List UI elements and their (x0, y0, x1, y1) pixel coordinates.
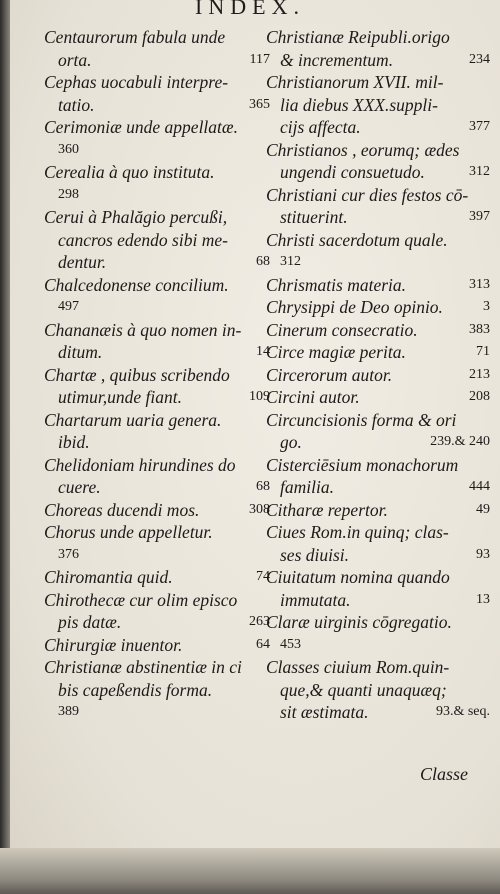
index-page-number: 312 (280, 254, 301, 269)
index-page-number: 93.& seq. (435, 704, 490, 719)
index-page-number: 74 (256, 569, 270, 584)
index-entry-text: Cinerum consecratio. (266, 319, 418, 340)
index-page-number: 117 (249, 51, 270, 67)
index-entry-line (266, 544, 494, 567)
index-entry-text: cancros edendo sibi me- (58, 229, 228, 250)
index-entry-line (44, 386, 274, 409)
index-entry-line (44, 454, 274, 477)
index-entry-line (266, 116, 494, 139)
index-entry-line (44, 71, 274, 94)
index-entry-line (44, 611, 274, 634)
index-entry-text: cijs affecta. (280, 117, 361, 137)
index-page-number: 377 (469, 119, 490, 134)
index-entry-text: Chelidoniam hirundines do (44, 454, 236, 475)
index-entry-text: pis datæ. (58, 612, 122, 632)
index-entry-text: Chartarum uaria genera. (44, 409, 222, 430)
index-entry-text: Christianorum XVII. mil- (266, 72, 444, 92)
index-entry-line (266, 679, 494, 702)
index-entry-text: & incrementum. (280, 49, 394, 70)
index-page-number: 64 (256, 636, 270, 652)
index-entry-text: ditum. (58, 342, 103, 362)
index-page-number: 263 (249, 614, 270, 629)
index-entry-line (266, 274, 494, 297)
index-page-number: 313 (469, 276, 490, 292)
index-page-number: 13 (476, 591, 490, 607)
index-entry-text: Christi sacerdotum quale. (266, 229, 448, 250)
index-entry-text: familia. (280, 477, 334, 497)
index-entry-line (266, 476, 494, 499)
index-page-number: 109 (249, 389, 270, 404)
index-entry-line (44, 679, 274, 702)
index-entry-text: Claræ uirginis cōgregatio. (266, 612, 452, 632)
index-entry-line (266, 634, 494, 657)
index-entry-line (44, 26, 274, 49)
index-entry-text: Chorus unde appelletur. (44, 522, 213, 542)
index-entry-line (44, 431, 274, 454)
index-entry-line (266, 296, 494, 319)
index-entry-line (266, 71, 494, 94)
index-page-number: 68 (256, 479, 270, 494)
index-entry-line (266, 431, 494, 454)
index-page-number: 239.& 240 (430, 434, 490, 449)
index-entry-line (44, 409, 274, 432)
index-page-number: 312 (469, 164, 490, 179)
index-entry-line (266, 341, 494, 364)
index-entry-line (266, 139, 494, 162)
index-page-number: 68 (256, 254, 270, 269)
index-entry-text: immutata. (280, 589, 351, 610)
index-entry-text: ibid. (58, 432, 90, 452)
index-page-number: 213 (469, 366, 490, 382)
index-entry-text: Christiani cur dies festos cō- (266, 184, 469, 205)
index-entry-text: Classes ciuium Rom.quin- (266, 657, 450, 677)
index-entry-line (266, 206, 494, 229)
index-page-number: 397 (469, 209, 490, 224)
index-entry-text: sit æstimata. (280, 702, 369, 722)
index-entry-line (266, 566, 494, 589)
index-entry-text: go. (280, 432, 302, 452)
index-entry-line (266, 409, 494, 432)
index-entry-text: Chirurgiæ inuentor. (44, 634, 183, 655)
index-entry-line (44, 161, 274, 184)
index-entry-line (266, 161, 494, 184)
index-entry-text: Ciuitatum nomina quando (266, 567, 450, 587)
index-entry-text: Christianæ abstinentiæ in ci (44, 657, 242, 677)
index-entry-text: Circerorum autor. (266, 364, 393, 385)
index-entry-text: ses diuisi. (280, 544, 350, 565)
index-entry-line (266, 229, 494, 252)
index-entry-line (266, 701, 494, 724)
index-entry-text: Chirothecæ cur olim episco (44, 589, 238, 610)
index-entry-text: bis capeßendis forma. (58, 679, 213, 700)
index-entry-line (44, 364, 274, 387)
index-entry-line (266, 521, 494, 544)
index-entry-text: stituerint. (280, 207, 348, 227)
index-entry-line (44, 701, 274, 724)
index-entry-line (44, 251, 274, 274)
index-entry-line (266, 184, 494, 207)
index-entry-text: Chiromantia quid. (44, 567, 173, 587)
page-bottom-edge (0, 848, 500, 894)
index-entry-text: Chananæis à quo nomen in- (44, 319, 242, 340)
index-page-number: 376 (58, 546, 79, 562)
index-page-number: 453 (280, 636, 301, 652)
index-entry-line (44, 94, 274, 117)
index-entry-line (266, 454, 494, 477)
index-page-number: 383 (469, 321, 490, 337)
index-entry-text: Citharæ repertor. (266, 499, 388, 520)
index-entry-line (266, 364, 494, 387)
index-page-number: 298 (58, 186, 79, 202)
index-entry-text: dentur. (58, 252, 107, 272)
index-page-number: 208 (469, 389, 490, 404)
index-page-number: 234 (469, 51, 490, 67)
index-entry-text: Cisterciēsium monachorum (266, 454, 459, 475)
index-entry-text: que,& quanti unaquæq; (280, 679, 447, 700)
index-page-number: 389 (58, 704, 79, 719)
index-entry-line (266, 94, 494, 117)
index-entry-line (266, 589, 494, 612)
index-entry-line (44, 476, 274, 499)
index-entry-line (44, 229, 274, 252)
index-page-number: 71 (476, 344, 490, 359)
index-entry-text: Chrismatis materia. (266, 274, 407, 295)
index-entry-text: Circini autor. (266, 387, 360, 407)
index-column-right (266, 26, 494, 724)
index-entry-text: Circuncisionis forma & ori (266, 409, 457, 430)
index-entry-text: Chrysippi de Deo opinio. (266, 297, 443, 317)
index-page-number: 3 (483, 299, 490, 314)
index-page-number: 14 (256, 344, 270, 359)
index-page-number: 308 (249, 501, 270, 517)
index-entry-line (44, 319, 274, 342)
index-entry-line (44, 116, 274, 139)
index-entry-line (44, 589, 274, 612)
index-entry-line (266, 319, 494, 342)
index-column-left (44, 26, 274, 724)
index-entry-text: lia diebus XXX.suppli- (280, 94, 438, 115)
index-entry-text: Christianos , eorumq; ædes (266, 139, 460, 160)
index-page-number: 93 (476, 546, 490, 562)
index-entry-text: Cerimoniæ unde appellatæ. (44, 117, 238, 137)
index-entry-text: tatio. (58, 94, 95, 115)
index-entry-line (266, 656, 494, 679)
index-page-number: 49 (476, 501, 490, 517)
index-entry-line (266, 386, 494, 409)
index-entry-line (266, 251, 494, 274)
index-entry-line (44, 499, 274, 522)
index-entry-text: Circe magiæ perita. (266, 342, 406, 362)
index-entry-text: ungendi consuetudo. (280, 162, 425, 182)
index-entry-text: Centaurorum fabula unde (44, 27, 226, 47)
running-header: INDEX. (195, 0, 305, 19)
index-entry-line (44, 139, 274, 162)
index-entry-line (44, 544, 274, 567)
index-entry-line (44, 206, 274, 229)
index-entry-text: cuere. (58, 477, 101, 497)
index-entry-text: Chalcedonense concilium. (44, 274, 229, 295)
index-page-number: 360 (58, 141, 79, 157)
index-entry-text: Choreas ducendi mos. (44, 499, 200, 520)
index-entry-line (44, 634, 274, 657)
index-entry-text: utimur,unde fiant. (58, 387, 182, 407)
index-entry-text: Christianæ Reipubli.origo (266, 27, 450, 47)
index-entry-text: Cerui à Phalăgio percußi, (44, 207, 228, 227)
index-entry-line (44, 521, 274, 544)
index-entry-line (44, 656, 274, 679)
index-entry-text: Chartæ , quibus scribendo (44, 364, 230, 385)
index-entry-line (266, 499, 494, 522)
index-entry-text: orta. (58, 49, 92, 70)
index-entry-line (44, 296, 274, 319)
index-entry-line (266, 49, 494, 72)
index-page-number: 497 (58, 299, 79, 314)
index-entry-text: Ciues Rom.in quinq; clas- (266, 522, 449, 542)
page-binding-shadow (0, 0, 10, 894)
index-entry-line (44, 566, 274, 589)
index-entry-line (44, 274, 274, 297)
index-entry-text: Cerealia à quo instituta. (44, 162, 215, 182)
index-entry-line (44, 184, 274, 207)
index-entry-line (44, 341, 274, 364)
index-page-number: 444 (469, 479, 490, 494)
index-entry-line (44, 49, 274, 72)
index-entry-line (266, 26, 494, 49)
index-entry-line (266, 611, 494, 634)
catchword: Classe (420, 764, 469, 784)
index-page-number: 365 (249, 96, 270, 112)
index-entry-text: Cephas uocabuli interpre- (44, 72, 229, 92)
